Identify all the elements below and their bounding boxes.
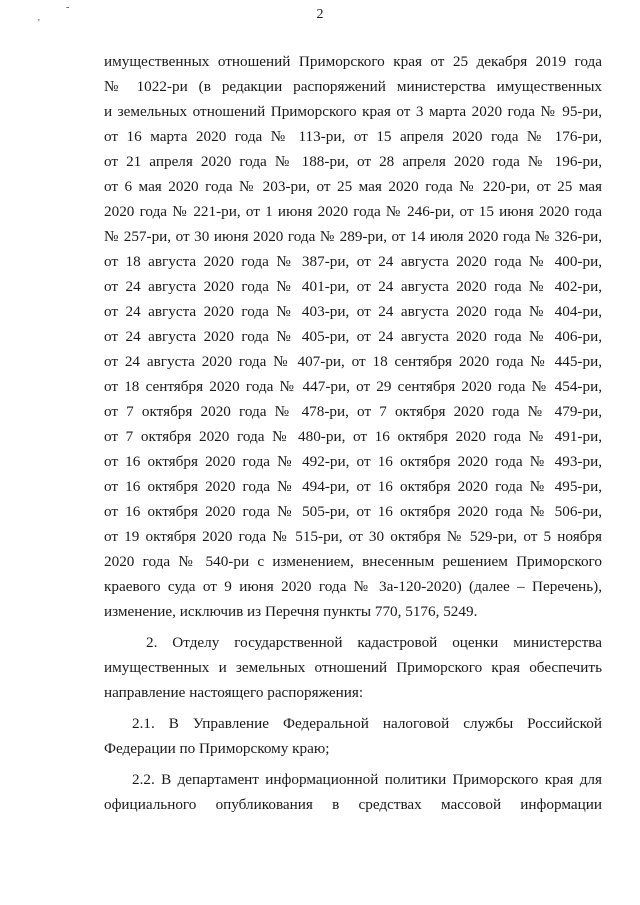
text-line: 2020 года № 221-ри, от 1 июня 2020 года № 246-ри, от 15 июня 2020 года — [104, 203, 602, 220]
text-line: 2. Отделу государственной кадастровой оценки министерства — [146, 634, 602, 651]
text-line: направление настоящего распоряжения: — [104, 684, 364, 701]
text-line: от 16 октября 2020 года № 492-ри, от 16 октября 2020 года № 493-ри, — [104, 453, 602, 470]
text-line: имущественных отношений Приморского края от 25 декабря 2019 года — [104, 53, 602, 70]
text-line: 2.1. В Управление Федеральной налоговой службы Российской — [132, 715, 602, 732]
text-line: № 1022-ри (в редакции распоряжений министерства имущественных — [104, 78, 602, 95]
text-line: от 16 марта 2020 года № 113-ри, от 15 апреля 2020 года № 176-ри, — [104, 128, 602, 145]
text-line: официального опубликования в средствах массовой информации — [104, 796, 602, 813]
paragraph-list-amendments — [104, 49, 602, 624]
text-line: Федерации по Приморскому краю; — [104, 740, 330, 757]
text-line: имущественных и земельных отношений Приморского края обеспечить — [104, 659, 602, 676]
text-line: от 19 октября 2020 года № 515-ри, от 30 октября № 529-ри, от 5 ноября — [104, 528, 602, 545]
text-line: от 7 октября 2020 года № 478-ри, от 7 октября 2020 года № 479-ри, — [104, 403, 602, 420]
text-line: 2020 года № 540-ри с изменением, внесенным решением Приморского — [104, 553, 602, 570]
text-line: краевого суда от 9 июня 2020 года № 3а-120-2020) (далее – Перечень), — [104, 578, 602, 595]
text-line: от 6 мая 2020 года № 203-ри, от 25 мая 2020 года № 220-ри, от 25 мая — [104, 178, 602, 195]
text-line: от 24 августа 2020 года № 407-ри, от 18 сентября 2020 года № 445-ри, — [104, 353, 602, 370]
text-line: от 24 августа 2020 года № 401-ри, от 24 августа 2020 года № 402-ри, — [104, 278, 602, 295]
text-line: от 18 сентября 2020 года № 447-ри, от 29 сентября 2020 года № 454-ри, — [104, 378, 602, 395]
text-line: от 24 августа 2020 года № 405-ри, от 24 августа 2020 года № 406-ри, — [104, 328, 602, 345]
text-line: от 16 октября 2020 года № 494-ри, от 16 октября 2020 года № 495-ри, — [104, 478, 602, 495]
paragraph-2 — [104, 630, 602, 705]
scan-mark: - — [66, 2, 70, 13]
text-line: от 7 октября 2020 года № 480-ри, от 16 октября 2020 года № 491-ри, — [104, 428, 602, 445]
paragraph-2-2 — [104, 767, 602, 817]
text-line: от 18 августа 2020 года № 387-ри, от 24 августа 2020 года № 400-ри, — [104, 253, 602, 270]
document-body — [104, 49, 602, 817]
text-line: от 21 апреля 2020 года № 188-ри, от 28 апреля 2020 года № 196-ри, — [104, 153, 602, 170]
page-number: 2 — [316, 7, 324, 22]
text-line: от 16 октября 2020 года № 505-ри, от 16 октября 2020 года № 506-ри, — [104, 503, 602, 520]
text-line: изменение, исключив из Перечня пункты 770, 5176, 5249. — [104, 603, 478, 620]
text-line: 2.2. В департамент информационной политики Приморского края для — [132, 771, 602, 788]
text-line: и земельных отношений Приморского края от 3 марта 2020 года № 95-ри, — [104, 103, 602, 120]
text-line: от 24 августа 2020 года № 403-ри, от 24 августа 2020 года № 404-ри, — [104, 303, 602, 320]
paragraph-2-1 — [104, 711, 602, 761]
text-line: № 257-ри, от 30 июня 2020 года № 289-ри, от 14 июля 2020 года № 326-ри, — [104, 228, 602, 245]
scan-mark: ' — [38, 18, 40, 29]
